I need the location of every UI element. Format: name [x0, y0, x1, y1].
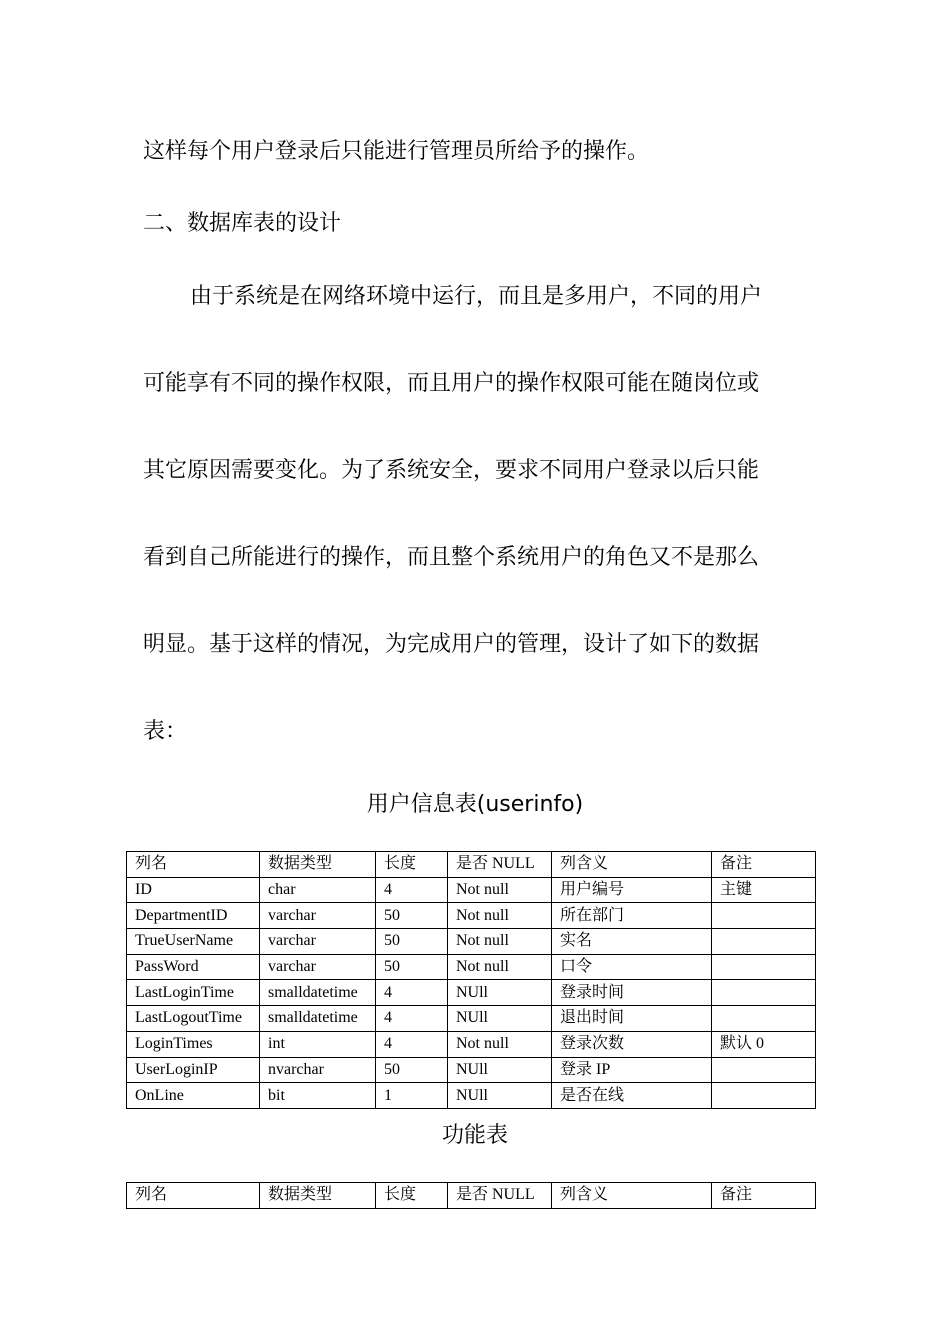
paragraph-line: 由于系统是在网络环境中运行，而且是多用户，不同的用户 [190, 284, 763, 309]
header-cell: 数据类型 [260, 1183, 376, 1209]
table-cell [712, 1006, 816, 1032]
table-cell: Not null [448, 929, 552, 955]
header-cell: 数据类型 [260, 852, 376, 878]
paragraph-line: 可能享有不同的操作权限，而且用户的操作权限可能在随岗位或 [143, 371, 760, 396]
table-row [127, 1057, 816, 1083]
table-row [127, 980, 816, 1006]
table-cell: LoginTimes [127, 1031, 260, 1057]
table-cell: varchar [260, 903, 376, 929]
header-cell: 列名 [127, 1183, 260, 1209]
table-row [127, 1031, 816, 1057]
header-cell: 是否 NULL [448, 1183, 552, 1209]
table-cell: NUll [448, 1083, 552, 1109]
table-cell: UserLoginIP [127, 1057, 260, 1083]
table-cell: int [260, 1031, 376, 1057]
table-cell: smalldatetime [260, 1006, 376, 1032]
table-row [127, 929, 816, 955]
table-cell: 4 [376, 980, 448, 1006]
header-cell: 备注 [712, 852, 816, 878]
table-cell: Not null [448, 954, 552, 980]
table-cell [712, 954, 816, 980]
table-row [127, 903, 816, 929]
table-cell: 登录次数 [552, 1031, 712, 1057]
table-cell: 50 [376, 954, 448, 980]
header-cell: 列含义 [552, 1183, 712, 1209]
table-cell [712, 929, 816, 955]
table-cell: Not null [448, 877, 552, 903]
table-caption: 功能表 [441, 1123, 508, 1148]
table-row [127, 1083, 816, 1109]
paragraph-line: 明显。基于这样的情况，为完成用户的管理，设计了如下的数据 [143, 632, 760, 657]
table-cell: LastLogoutTime [127, 1006, 260, 1032]
table-header-row [127, 1183, 816, 1209]
header-cell: 长度 [376, 1183, 448, 1209]
table-cell: Not null [448, 903, 552, 929]
table-cell: TrueUserName [127, 929, 260, 955]
table-row [127, 877, 816, 903]
header-cell: 是否 NULL [448, 852, 552, 878]
table-cell [712, 1083, 816, 1109]
table-cell: 50 [376, 903, 448, 929]
header-cell: 长度 [376, 852, 448, 878]
header-cell: 备注 [712, 1183, 816, 1209]
table-cell: 所在部门 [552, 903, 712, 929]
table-caption: 用户信息表(userinfo) [366, 792, 584, 817]
table-cell: 用户编号 [552, 877, 712, 903]
table-cell: OnLine [127, 1083, 260, 1109]
table-cell: varchar [260, 954, 376, 980]
table-cell: DepartmentID [127, 903, 260, 929]
paragraph-line: 看到自己所能进行的操作，而且整个系统用户的角色又不是那么 [143, 545, 760, 570]
table-cell [712, 903, 816, 929]
table-cell: 退出时间 [552, 1006, 712, 1032]
table-cell: 默认 0 [712, 1031, 816, 1057]
userinfo-table [126, 851, 816, 1109]
table-cell: 4 [376, 877, 448, 903]
table-cell: 登录 IP [552, 1057, 712, 1083]
table-cell: NUll [448, 1006, 552, 1032]
section-heading: 二、数据库表的设计 [143, 211, 342, 236]
table-cell: varchar [260, 929, 376, 955]
table-cell: 登录时间 [552, 980, 712, 1006]
paragraph-line: 这样每个用户登录后只能进行管理员所给予的操作。 [143, 139, 650, 164]
paragraph-line: 其它原因需要变化。为了系统安全，要求不同用户登录以后只能 [143, 458, 760, 483]
table-cell [712, 1057, 816, 1083]
table-cell: NUll [448, 1057, 552, 1083]
table-cell: 4 [376, 1031, 448, 1057]
table-cell: bit [260, 1083, 376, 1109]
table-cell: PassWord [127, 954, 260, 980]
table-cell: 50 [376, 929, 448, 955]
table-cell: NUll [448, 980, 552, 1006]
table-cell: 实名 [552, 929, 712, 955]
table-cell [712, 980, 816, 1006]
table-row [127, 954, 816, 980]
table-cell: smalldatetime [260, 980, 376, 1006]
table-cell: ID [127, 877, 260, 903]
paragraph-line: 表： [143, 719, 188, 744]
table-cell: 4 [376, 1006, 448, 1032]
table-header-row [127, 852, 816, 878]
table-cell: 1 [376, 1083, 448, 1109]
table-cell: 是否在线 [552, 1083, 712, 1109]
header-cell: 列含义 [552, 852, 712, 878]
table-cell: 主键 [712, 877, 816, 903]
table-cell: 口令 [552, 954, 712, 980]
function-table [126, 1182, 816, 1209]
table-cell: LastLoginTime [127, 980, 260, 1006]
header-cell: 列名 [127, 852, 260, 878]
table-cell: Not null [448, 1031, 552, 1057]
table-cell: nvarchar [260, 1057, 376, 1083]
table-row [127, 1006, 816, 1032]
table-cell: 50 [376, 1057, 448, 1083]
table-cell: char [260, 877, 376, 903]
